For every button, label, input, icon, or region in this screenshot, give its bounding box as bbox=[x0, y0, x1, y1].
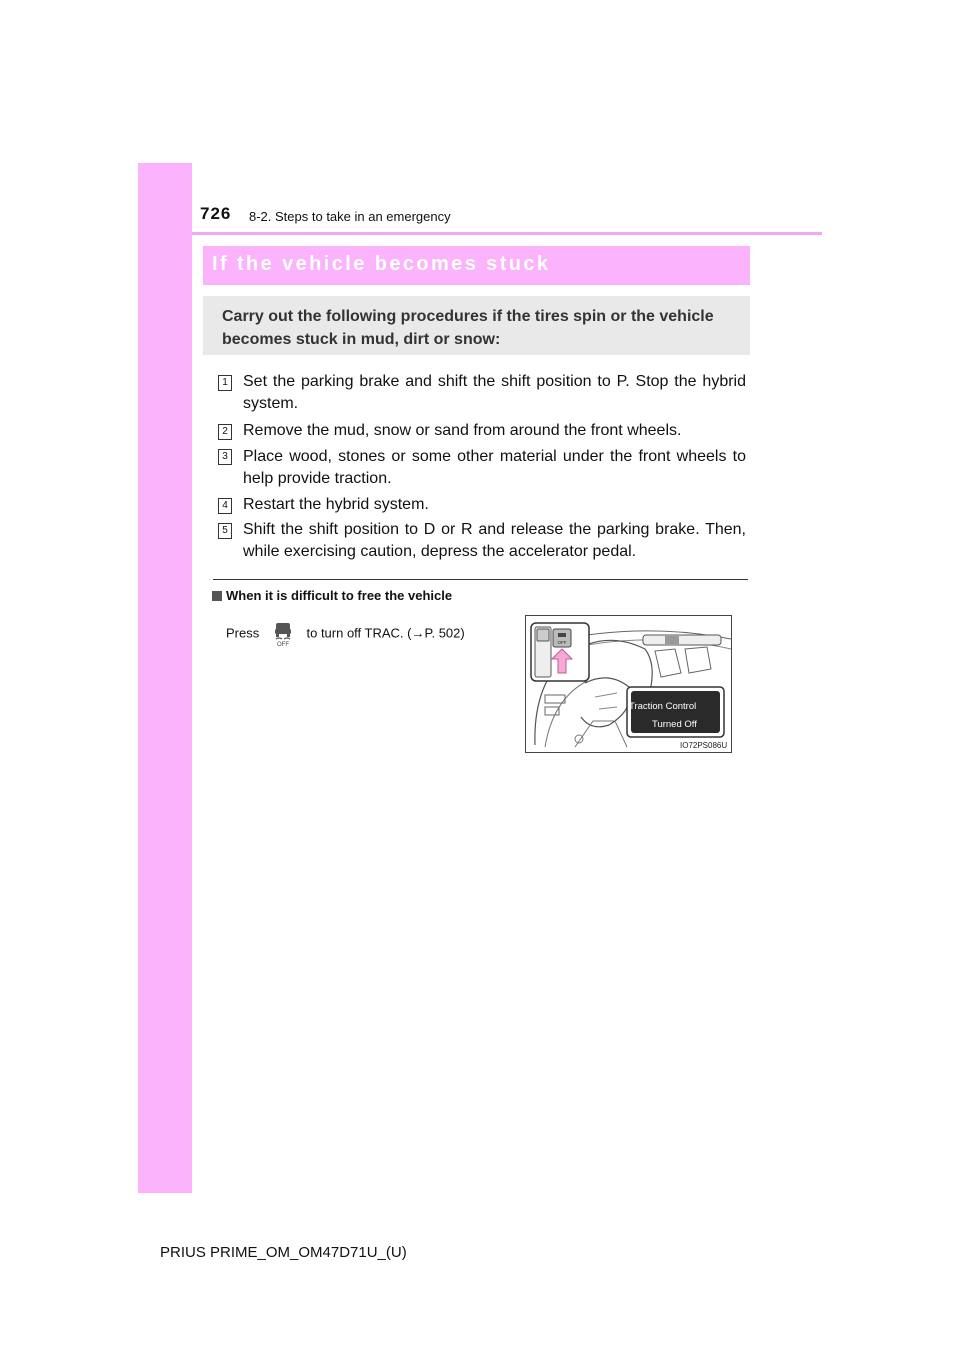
note-heading bbox=[212, 588, 452, 603]
note-heading-text: When it is difficult to free the vehicle bbox=[226, 588, 453, 603]
intro-text: Carry out the following procedures if the tires spin or the vehicle becomes stuck in mud, dirt or snow: bbox=[222, 308, 714, 348]
step-text: Place wood, stones or some other material under the front wheels to help provide traction. bbox=[243, 448, 746, 487]
traction-message-line1: Traction Control bbox=[629, 701, 697, 712]
chapter-side-tab bbox=[138, 163, 192, 1193]
footer-manual-id: PRIUS PRIME_OM_OM47D71U_(U) bbox=[160, 1244, 407, 1261]
section-title: If the vehicle becomes stuck bbox=[212, 253, 551, 275]
dashboard-figure bbox=[525, 615, 732, 753]
traction-message-line2: Turned Off bbox=[652, 719, 697, 730]
step-number-badge: 1 bbox=[218, 375, 232, 391]
square-bullet-icon bbox=[212, 591, 222, 601]
step-number-badge: 2 bbox=[218, 424, 232, 440]
step-text: Shift the shift position to D or R and release the parking brake. Then, while exercising caution, depress the accelerator pedal. bbox=[243, 521, 746, 560]
step-text: Restart the hybrid system. bbox=[243, 496, 429, 513]
page-number: 726 bbox=[200, 204, 232, 223]
step-text: Remove the mud, snow or sand from around the front wheels. bbox=[243, 422, 682, 439]
step-text: Set the parking brake and shift the shift position to P. Stop the hybrid system. bbox=[243, 373, 746, 412]
step-number-badge: 3 bbox=[218, 449, 232, 465]
svg-text:OFF: OFF bbox=[557, 640, 567, 645]
dashboard-illustration bbox=[525, 615, 732, 753]
press-suffix: to turn off TRAC. (→P. 502) bbox=[306, 625, 465, 641]
figure-code: IO72PS086U bbox=[680, 741, 728, 750]
press-prefix: Press bbox=[226, 625, 260, 641]
header-divider bbox=[192, 232, 822, 235]
traction-off-icon bbox=[265, 621, 301, 647]
step-number-badge: 5 bbox=[218, 523, 232, 539]
header-section-title: 8-2. Steps to take in an emergency bbox=[249, 209, 451, 224]
traction-off-icon-label: OFF bbox=[276, 642, 289, 647]
step-number-badge: 4 bbox=[218, 498, 232, 514]
note-divider bbox=[213, 579, 748, 580]
note-body bbox=[226, 621, 465, 647]
